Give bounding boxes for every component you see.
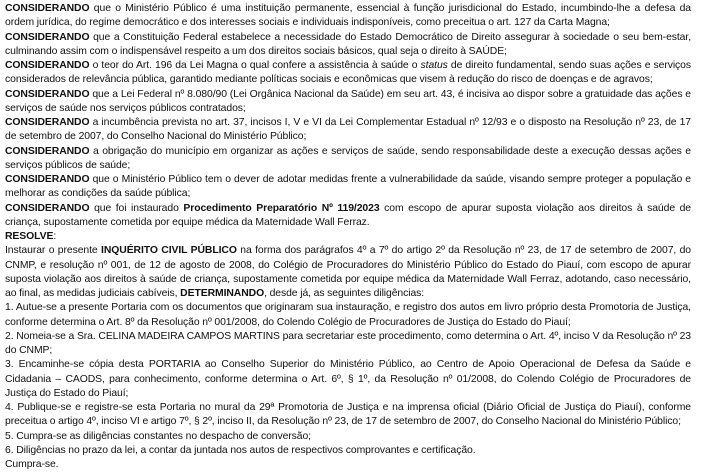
considerando-keyword: CONSIDERANDO [5, 202, 90, 214]
paragraph-considerando-3 [5, 59, 691, 88]
considerando-body-after-italic: de direito fundamental, sendo suas ações e serviços considerados de relevância pública, garantido mediante políticas sociais e econômicas que visem à redução do risco de doenças e de agravos; [5, 60, 691, 86]
considerando-keyword: CONSIDERANDO [5, 31, 90, 43]
determinando-term: DETERMINANDO [180, 288, 265, 299]
diligencia-item [5, 444, 691, 458]
resolve-heading [5, 230, 691, 244]
paragraph-considerando-6 [5, 145, 691, 174]
diligencia-text: Nomeia-se a Sra. CELINA MADEIRA CAMPOS MARTINS para secretariar este procedimento, como determina o Art. 4º, inciso V da Resolução nº 23 do CNMP; [5, 330, 691, 356]
paragraph-considerando-8 [5, 202, 691, 231]
considerando-keyword: CONSIDERANDO [5, 117, 90, 128]
resolve-colon: : [53, 231, 57, 242]
considerando-body-after-bold: com escopo de apurar suposta violação aos direitos à saúde de criança, supostamente cometida por equipe médica da Maternidade Wall Ferraz. [5, 202, 691, 228]
paragraph-considerando-1 [5, 2, 691, 31]
considerando-body: a obrigação do município em organizar as ações e serviços de saúde, sendo responsabilidade deste a execução dessas ações e serviços públicos de saúde; [5, 145, 691, 171]
status-italic-term: status [420, 60, 448, 71]
considerando-body: a incumbência prevista no art. 37, incisos I, V e VI da Lei Complementar Estadual nº 12/93 e o disposto na Resolução nº 23, de 17 de setembro de 2007, do Conselho Nacional do Ministério Público; [5, 117, 691, 143]
considerando-body-before-italic: o teor do Art. 196 da Lei Magna o qual confere a assistência à saúde o [89, 60, 421, 71]
considerando-body-before-bold: que foi instaurado [89, 202, 184, 214]
diligencia-text: Encaminhe-se cópia desta PORTARIA ao Conselho Superior do Ministério Público, ao Centro de Apoio Operacional de Defesa da Saúde e Cidadania – CAODS, para conhecimento, conforme determina o Art. 6º, § 1º, da Resolução nº 01/2008, do Colendo Colégio de Procuradores de Justiça do Estado do Piauí; [5, 359, 691, 399]
instaurar-text-before: Instaurar o presente [5, 245, 102, 257]
considerando-body: que o Ministério Público tem o dever de adotar medidas frente a vulnerabilidade da saúde, visando sempre proteger a população e melhorar as condições da saúde pública; [5, 174, 691, 200]
diligencia-number: 5. [5, 430, 14, 442]
diligencia-text: Diligências no prazo da lei, a contar da juntada nos autos de respectivos comprovantes e certificação. [13, 444, 476, 456]
procedimento-preparatorio-reference: Procedimento Preparatório Nº 119/2023 [183, 202, 380, 214]
paragraph-considerando-7 [5, 173, 691, 202]
diligencia-number: 4. [5, 402, 14, 413]
closing-line: Cumpra-se. [5, 459, 59, 470]
diligencia-item [5, 401, 691, 430]
diligencia-item [5, 301, 691, 330]
diligencia-item [5, 430, 691, 444]
considerando-keyword: CONSIDERANDO [5, 174, 90, 185]
paragraph-instaurar [5, 244, 691, 301]
considerando-body: que a Constituição Federal estabelece a necessidade do Estado Democrático de Direito assegurar à sociedade o seu bem-estar, culminando assim com o indispensável respeito a um dos direitos sociais básicos, qual seja o direito à SAÚDE; [5, 31, 691, 57]
paragraph-considerando-5 [5, 116, 691, 145]
inquerito-civil-publico-term: INQUÉRITO CIVIL PÚBLICO [101, 245, 237, 257]
paragraph-considerando-2 [5, 31, 691, 60]
considerando-keyword: CONSIDERANDO [5, 88, 90, 100]
diligencia-text: Autue-se a presente Portaria com os documentos que originaram sua instauração, e registro dos autos em livro próprio desta Promotoria de Justiça, conforme determina o Art. 8º da Resolução nº 001/2008, do Colendo Colégio de Procuradores de Justiça do Estado do Piauí; [5, 302, 691, 328]
diligencia-text: Cumpra-se as diligências constantes no despacho de conversão; [13, 430, 311, 442]
considerando-body: que o Ministério Público é uma instituição permanente, essencial à função jurisdicional do Estado, incumbindo-lhe a defesa da ordem jurídica, do regime democrático e dos interesses sociais e individuais indisponíveis, como preceitua o art. 127 da Carta Magna; [5, 3, 691, 29]
diligencia-item [5, 330, 691, 359]
diligencia-text: Publique-se e registre-se esta Portaria no mural da 29ª Promotoria de Justiça e na imprensa oficial (Diário Oficial de Justiça do Piauí), conforme preceitua o artigo 4º, inciso VI e artigo 7º, § 2º, inciso II, da Resolução nº 23, de 17 de setembro de 2007, do Conselho Nacional do Ministério Público; [5, 402, 691, 428]
considerando-keyword: CONSIDERANDO [5, 145, 90, 157]
resolve-label: RESOLVE [5, 231, 54, 242]
diligencia-number: 1. [5, 302, 14, 314]
considerando-keyword: CONSIDERANDO [5, 3, 90, 14]
instaurar-text-after: , desde já, as seguintes diligências: [264, 288, 425, 299]
diligencia-number: 6. [5, 444, 14, 456]
paragraph-considerando-4 [5, 88, 691, 117]
instaurar-text-middle: na forma dos parágrafos 4º a 7º do artigo 2º da Resolução nº 23, de 17 de setembro de 2007, do CNMP, e resolução nº 001, de 12 de agosto de 2008, do Colégio de Procuradores do Ministério Público do Estado do Piauí, com escopo de apurar suposta violação aos direitos à saúde de criança, supostamente cometida por equipe médica da Maternidade Wall Ferraz, adotando, caso necessário, ao final, as medidas judiciais cabíveis, [5, 245, 692, 299]
diligencia-number: 2. [5, 330, 14, 342]
considerando-body: que a Lei Federal nº 8.080/90 (Lei Orgânica Nacional da Saúde) em seu art. 43, é incisiva ao dispor sobre a gratuidade das ações e serviços de saúde nos serviços públicos contratados; [5, 88, 691, 114]
diligencia-item [5, 358, 691, 401]
considerando-keyword: CONSIDERANDO [5, 60, 90, 71]
diligencia-number: 3. [5, 359, 14, 371]
